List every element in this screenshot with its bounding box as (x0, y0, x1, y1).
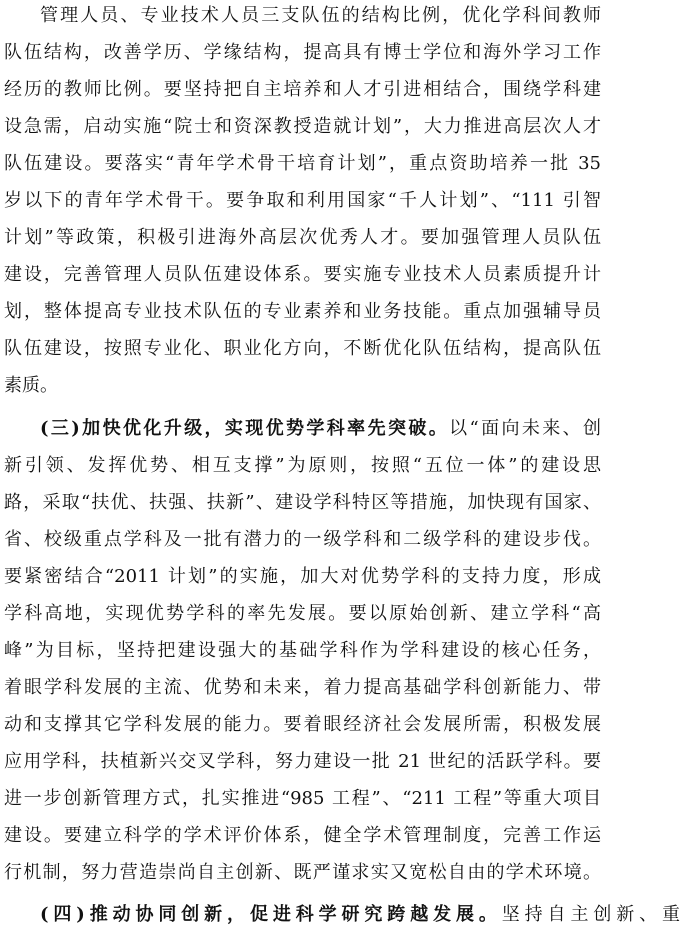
paragraph-line: 素质。 (4, 375, 58, 396)
section-heading-4: (四)推动协同创新，促进科学研究跨越发展。 (40, 904, 502, 925)
paragraph-line: 设急需，启动实施“院士和资深教授造就计划”，大力推进高层次人才 (4, 116, 601, 137)
paragraph-line: 岁以下的青年学术骨干。要争取和利用国家“千人计划”、“111 引智 (4, 190, 601, 211)
paragraph-line: 队伍结构，改善学历、学缘结构，提高具有博士学位和海外学习工作 (4, 42, 601, 63)
paragraph-line: 新引领、发挥优势、相互支撑”为原则，按照“五位一体”的建设思 (4, 455, 601, 476)
paragraph-line: 行机制，努力营造崇尚自主创新、既严谨求实又宽松自由的学术环境。 (4, 862, 601, 883)
paragraph-line: 学科高地，实现优势学科的率先发展。要以原始创新、建立学科“高 (4, 603, 601, 624)
paragraph-line: 经历的教师比例。要坚持把自主培养和人才引进相结合，围绕学科建 (4, 79, 601, 100)
section-heading-line (40, 897, 680, 933)
paragraph-text: 以“面向未来、创 (449, 418, 602, 439)
section-heading-line (40, 411, 601, 447)
paragraph-line: 省、校级重点学科及一批有潜力的一级学科和二级学科的建设步伐。 (4, 529, 601, 550)
paragraph-line: 划，整体提高专业技术队伍的专业素养和业务技能。重点加强辅导员 (4, 301, 601, 322)
paragraph-line: 要紧密结合“2011 计划”的实施，加大对优势学科的支持力度，形成 (4, 566, 601, 587)
paragraph-text: 坚持自主创新、重 (501, 904, 680, 925)
paragraph-line: 应用学科，扶植新兴交叉学科，努力建设一批 21 世纪的活跃学科。要 (4, 751, 601, 772)
paragraph-line: 峰”为目标，坚持把建设强大的基础学科作为学科建设的核心任务， (4, 640, 601, 661)
paragraph-line: 建设，完善管理人员队伍建设体系。要实施专业技术人员素质提升计 (4, 264, 601, 285)
paragraph-line: 动和支撑其它学科发展的能力。要着眼经济社会发展所需，积极发展 (4, 714, 601, 735)
paragraph-line: 队伍建设。要落实“青年学术骨干培育计划”，重点资助培养一批 35 (4, 153, 601, 174)
paragraph-line: 管理人员、专业技术人员三支队伍的结构比例，优化学科间教师 (40, 5, 601, 26)
paragraph-line: 进一步创新管理方式，扎实推进“985 工程”、“211 工程”等重大项目 (4, 788, 601, 809)
paragraph-line: 路，采取“扶优、扶强、扶新”、建设学科特区等措施，加快现有国家、 (4, 492, 601, 513)
paragraph-line: 建设。要建立科学的学术评价体系，健全学术管理制度，完善工作运 (4, 825, 601, 846)
paragraph-line: 计划”等政策，积极引进海外高层次优秀人才。要加强管理人员队伍 (4, 227, 601, 248)
section-heading-3: (三)加快优化升级，实现优势学科率先突破。 (40, 418, 450, 439)
paragraph-line: 着眼学科发展的主流、优势和未来，着力提高基础学科创新能力、带 (4, 677, 601, 698)
paragraph-line: 队伍建设，按照专业化、职业化方向，不断优化队伍结构，提高队伍 (4, 338, 601, 359)
